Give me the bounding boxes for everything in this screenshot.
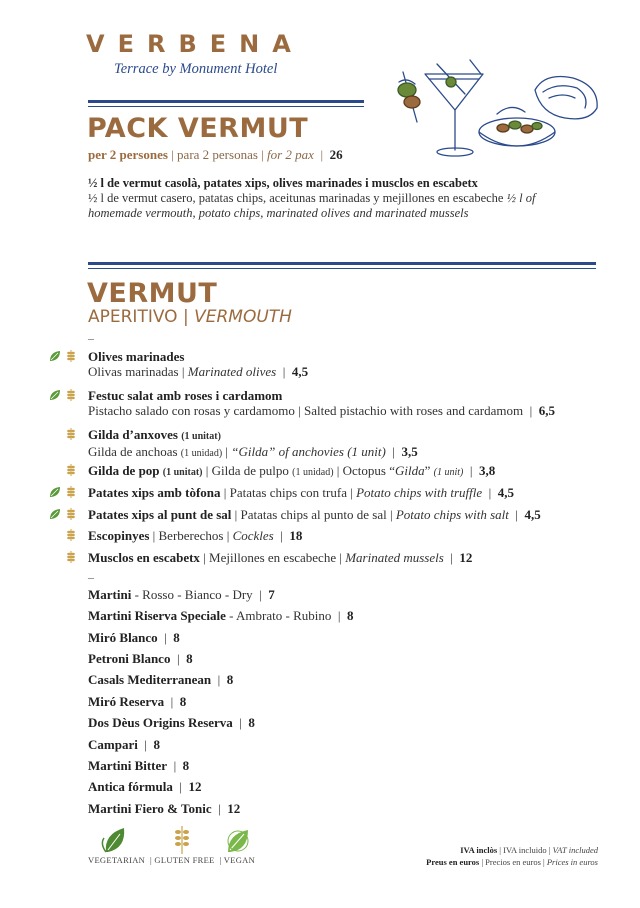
pack-desc-ca: ½ l de vermut casolà, patates xips, olives marinades i musclos en escabetx (88, 176, 478, 190)
legend-icons (88, 822, 268, 858)
tapas-icons-5 (48, 507, 78, 521)
menu-item: Festuc salat amb roses i cardamom Pistacho salado con rosas y cardamomo | Salted pistachio with roses and cardamom | 6,5 (88, 388, 555, 418)
tapas-icons-6 (64, 528, 78, 542)
tapas-icons-0 (48, 349, 78, 363)
pack-persons-es: para 2 personas (177, 147, 258, 162)
menu-item: Musclos en escabetx | Mejillones en escabeche | Marinated mussels | 12 (88, 550, 473, 565)
pack-persons-ca: per 2 persones (88, 147, 168, 162)
vegan-leaf-icon (48, 388, 62, 402)
separator-dash: – (88, 570, 94, 584)
vegetarian-icon (102, 828, 124, 852)
vermouth-illustration (385, 52, 605, 162)
gluten-free-icon (64, 528, 78, 542)
footer-vat: IVA inclòs | IVA incluido | VAT included (460, 845, 598, 855)
menu-item: Olives marinades Olivas marinadas | Marinated olives | 4,5 (88, 349, 309, 379)
tapas-icons-3 (64, 463, 78, 477)
pack-persons-en: for 2 pax (267, 147, 314, 162)
drink-item: Campari | 8 (88, 737, 160, 752)
menu-item: Patates xips al punt de sal | Patatas chips al punto de sal | Potato chips with salt | 4,5 (88, 507, 541, 522)
drink-item: Martini Fiero & Tonic | 12 (88, 801, 241, 816)
drink-item: Martini - Rosso - Bianco - Dry | 7 (88, 587, 275, 602)
tapas-icons-7 (64, 550, 78, 564)
drink-item: Casals Mediterranean | 8 (88, 672, 234, 687)
brand-subtitle: Terrace by Monument Hotel (114, 61, 278, 77)
tapas-icons-2 (64, 427, 78, 441)
drink-item: Miró Blanco | 8 (88, 630, 180, 645)
menu-item: Escopinyes | Berberechos | Cockles | 18 (88, 528, 303, 543)
vermut-title: VERMUT (87, 278, 218, 309)
vegan-leaf-icon (48, 485, 62, 499)
gluten-free-icon (64, 507, 78, 521)
gluten-free-legend-icon (175, 826, 189, 854)
drink-item: Martini Bitter | 8 (88, 758, 190, 773)
vegan-leaf-icon (48, 349, 62, 363)
vegan-icon (228, 830, 248, 852)
gluten-free-icon (64, 388, 78, 402)
menu-item: Patates xips amb tòfona | Patatas chips con trufa | Potato chips with truffle | 4,5 (88, 485, 514, 500)
gluten-free-icon (64, 550, 78, 564)
drink-item: Antica fórmula | 12 (88, 779, 202, 794)
gluten-free-icon (64, 349, 78, 363)
drink-item: Petroni Blanco | 8 (88, 651, 193, 666)
vegan-leaf-icon (48, 507, 62, 521)
footer-prices: Preus en euros | Precios en euros | Prices in euros (426, 857, 598, 867)
menu-item: Gilda de pop (1 unitat) | Gilda de pulpo (1 unidad) | Octopus “Gilda” (1 unit) | 3,8 (88, 463, 496, 478)
gluten-free-icon (64, 463, 78, 477)
gluten-free-icon (64, 427, 78, 441)
drink-item: Martini Riserva Speciale - Ambrato - Rubino | 8 (88, 608, 354, 623)
separator-dash: – (88, 331, 94, 345)
middle-rule (88, 262, 596, 265)
tapas-icons-4 (48, 485, 78, 499)
gluten-free-icon (64, 485, 78, 499)
legend-labels: VEGETARIAN | GLUTEN FREE | VEGAN (88, 855, 256, 865)
pack-desc-es: ½ l de vermut casero, patatas chips, aceitunas marinadas y mejillones en escabeche (88, 191, 504, 205)
pack-price: 26 (329, 147, 343, 162)
pack-persons-line: per 2 persones | para 2 personas | for 2 pax | 26 (88, 147, 343, 162)
top-rule (88, 100, 364, 103)
drink-item: Miró Reserva | 8 (88, 694, 187, 709)
drink-item: Dos Dèus Origins Reserva | 8 (88, 715, 255, 730)
menu-item: Gilda d’anxoves (1 unitat) Gilda de anchoas (1 unidad) | “Gilda” of anchovies (1 unit) | 3,5 (88, 427, 418, 459)
tapas-icons-1 (48, 388, 78, 402)
pack-desc-en: ½ l of homemade vermouth, potato chips, marinated olives and marinated mussels (88, 191, 536, 220)
pack-title: PACK VERMUT (87, 113, 309, 144)
vermut-subtitle: APERITIVO | VERMOUTH (88, 307, 292, 327)
pack-description (88, 176, 568, 221)
brand-title: VERBENA (86, 30, 304, 58)
